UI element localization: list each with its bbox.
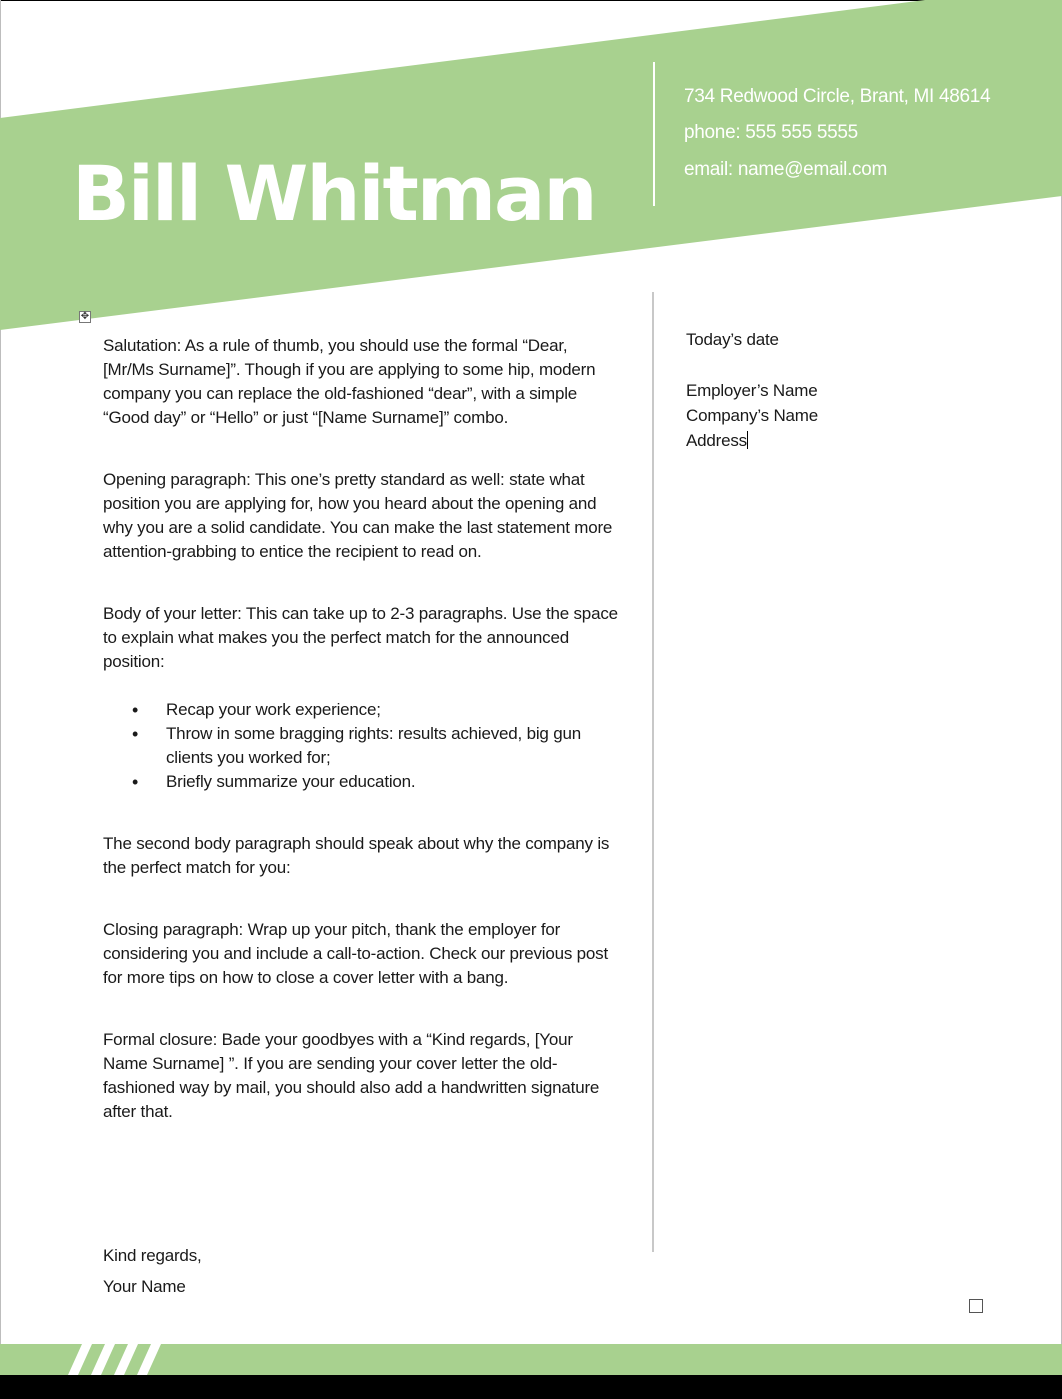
body-paragraph: Body of your letter: This can take up to 2-3 paragraphs. Use the space to explain what makes you the perfect match for the announced position: — [103, 604, 618, 671]
bullet-list — [103, 698, 618, 794]
letter-date: Today’s date — [686, 330, 779, 349]
column-divider — [652, 292, 654, 1252]
list-item: • Recap your work experience; — [166, 698, 618, 722]
opening-paragraph: Opening paragraph: This one’s pretty standard as well: state what position you are applying for, how you heard about the opening and why you are a solid candidate. You can make the last statement more attention-grabbing to entice the recipient to read on. — [103, 470, 613, 561]
salutation-paragraph: Salutation: As a rule of thumb, you should use the formal “Dear, [Mr/Ms Surname]”. Though if you are applying to some hip, modern company you can replace the old-fashioned “dear”, with a simple “Good day” or “Hello” or just “[Name Surname]” combo. — [103, 336, 596, 427]
list-item: • Briefly summarize your education. — [166, 770, 618, 794]
formal-closure-paragraph: Formal closure: Bade your goodbyes with a “Kind regards, [Your Name Surname] ”. If you are sending your cover letter the old-fashioned way by mail, you should also add a handwritten signature after that. — [103, 1030, 600, 1121]
recipient-address-text: Address — [686, 431, 747, 450]
recipient-address[interactable] — [686, 431, 748, 451]
footer-black-bar — [0, 1375, 1062, 1399]
sign-off: Kind regards, — [103, 1246, 202, 1265]
employer-name: Employer’s Name — [686, 381, 818, 400]
list-item: • Throw in some bragging rights: results achieved, big gun clients you worked for; — [166, 722, 618, 770]
applicant-name: Bill Whitman — [72, 149, 596, 238]
header-divider — [653, 62, 655, 206]
contact-phone: phone: 555 555 5555 — [684, 122, 858, 143]
contact-address: 734 Redwood Circle, Brant, MI 48614 — [684, 86, 991, 107]
table-move-handle-icon[interactable]: ✥ — [80, 311, 90, 322]
anchor-checkbox[interactable] — [969, 1299, 983, 1313]
footer-stripes — [0, 1344, 200, 1375]
closing-paragraph: Closing paragraph: Wrap up your pitch, thank the employer for considering you and include a call-to-action. Check our previous post for more tips on how to close a cover letter with a bang. — [103, 920, 608, 987]
letter-body — [103, 334, 618, 1124]
text-cursor — [747, 431, 748, 449]
signature-name: Your Name — [103, 1277, 186, 1296]
footer-band — [0, 1344, 1062, 1375]
second-body-paragraph: The second body paragraph should speak about why the company is the perfect match for you: — [103, 834, 610, 877]
contact-email: email: name@email.com — [684, 159, 888, 180]
company-name: Company’s Name — [686, 406, 818, 425]
